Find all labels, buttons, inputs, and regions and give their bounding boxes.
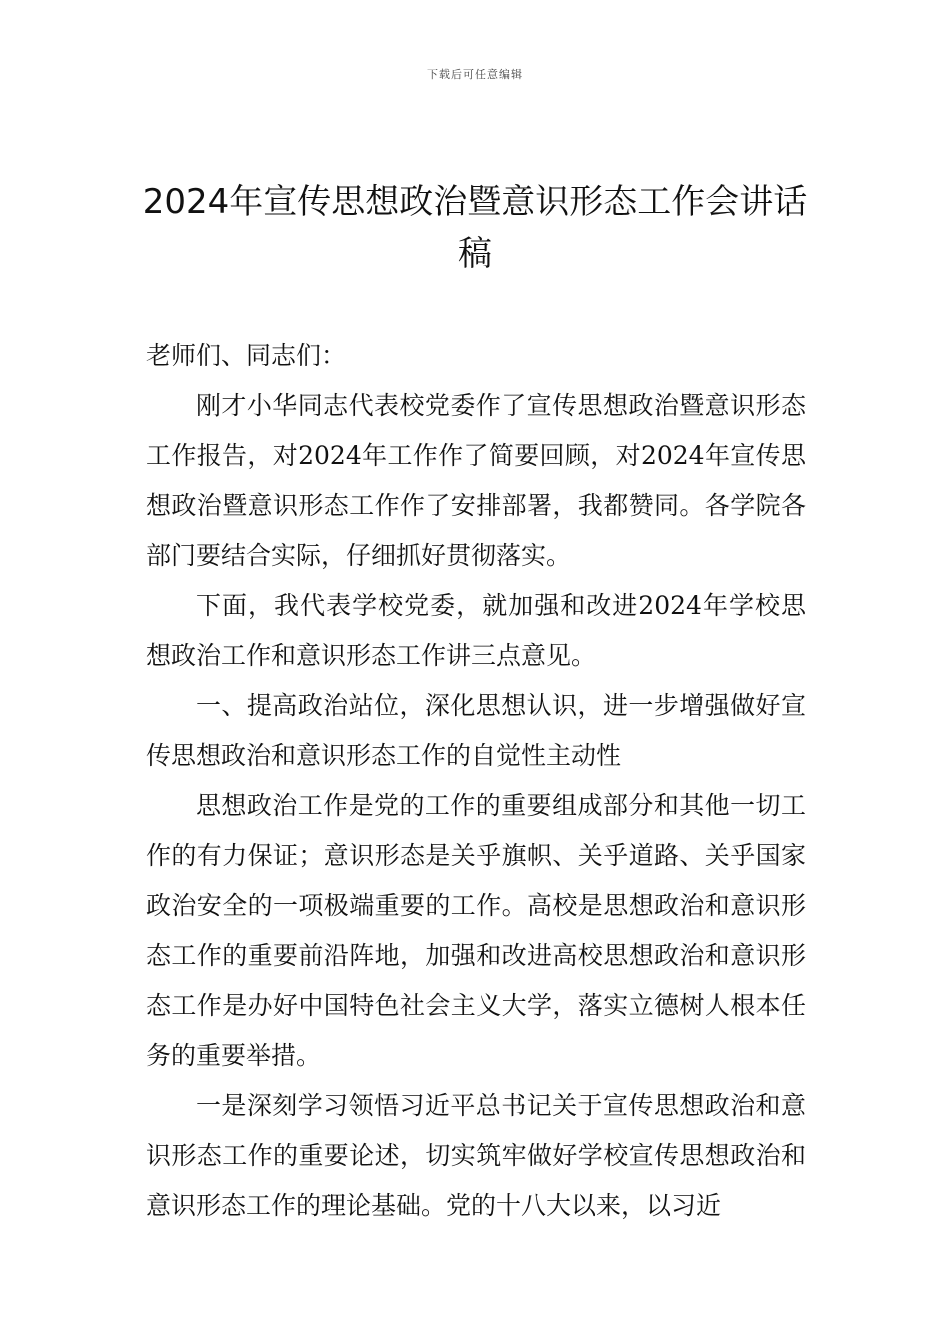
salutation: 老师们、同志们： (146, 341, 347, 370)
paragraph-2: 下面，我代表学校党委，就加强和改进2024年学校思想政治工作和意识形态工作讲三点意见。 (146, 591, 806, 670)
document-body (146, 331, 806, 1231)
paragraph-3: 思想政治工作是党的工作的重要组成部分和其他一切工作的有力保证；意识形态是关乎旗帜、关乎道路、关乎国家政治安全的一项极端重要的工作。高校是思想政治和意识形态工作的重要前沿阵地，加强和改进高校思想政治和意识形态工作是办好中国特色社会主义大学，落实立德树人根本任务的重要举措。 (146, 791, 806, 1070)
section-heading-1: 一、提高政治站位，深化思想认识，进一步增强做好宣传思想政治和意识形态工作的自觉性主动性 (146, 691, 806, 770)
paragraph-4: 一是深刻学习领悟习近平总书记关于宣传思想政治和意识形态工作的重要论述，切实筑牢做好学校宣传思想政治和意识形态工作的理论基础。党的十八大以来，以习近 (146, 1091, 806, 1220)
paragraph-1: 刚才小华同志代表校党委作了宣传思想政治暨意识形态工作报告，对2024年工作作了简要回顾，对2024年宣传思想政治暨意识形态工作作了安排部署，我都赞同。各学院各部门要结合实际，仔细抓好贯彻落实。 (146, 391, 806, 570)
header-note: 下载后可任意编辑 (427, 68, 523, 81)
document-title: 2024年宣传思想政治暨意识形态工作会讲话稿 (142, 182, 808, 274)
